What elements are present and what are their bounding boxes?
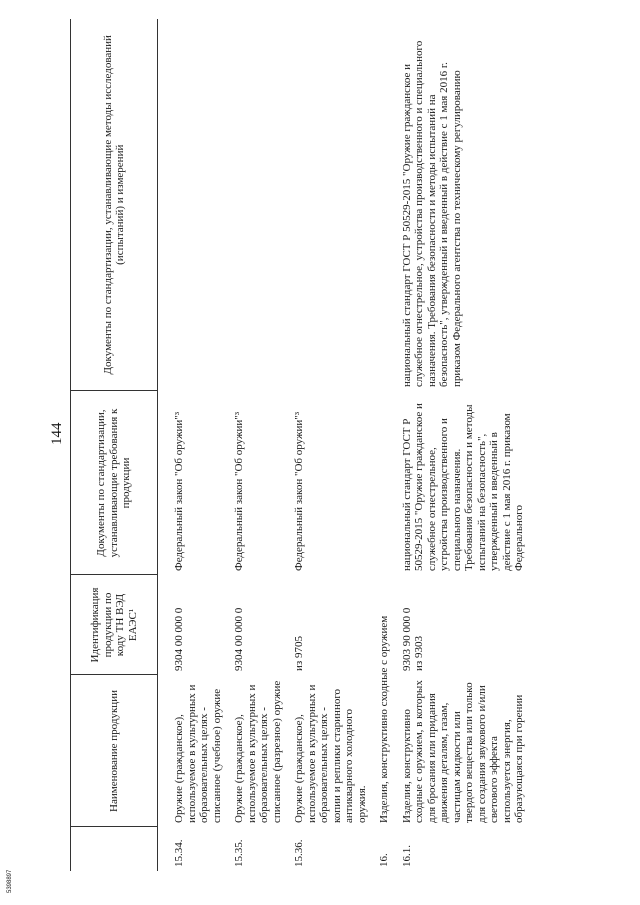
product-standards-table	[70, 19, 532, 871]
row-number: 16.1.	[400, 845, 413, 867]
code-cell: 9304 00 000 0	[173, 607, 185, 671]
method-cell	[289, 19, 374, 391]
method-cell	[229, 19, 289, 391]
page-number: 144	[49, 422, 65, 445]
table-header-row	[71, 19, 158, 871]
row-number: 15.35.	[233, 839, 245, 867]
row-number: 15.36.	[293, 839, 305, 867]
table-row	[289, 19, 374, 871]
section-row	[374, 19, 397, 871]
document-footer-code: 5398897	[7, 869, 13, 893]
product-name-cell: Оружие (гражданское), используемое в культурных и образовательных целях - списанное (разрезное) оружие	[233, 680, 283, 823]
header-tn-ved-code: Идентификация продукции по коду ТН ВЭД ЕАЭС¹	[71, 575, 158, 675]
header-method-docs: Документы по стандартизации, устанавливающие методы исследований (испытаний) и измерений	[71, 19, 158, 391]
table-row	[229, 19, 289, 871]
requirement-cell: Федеральный закон "Об оружии"³	[173, 411, 185, 571]
product-name-cell: Изделия, конструктивно сходные с оружием, в которых для бросания или придания движения деталям, газам, частицам жидкости или твердого вещества или только для создания звукового и/или светового эффекта используется энергия, образующаяся при горении	[400, 680, 525, 823]
header-number	[71, 827, 158, 871]
requirement-cell: Федеральный закон "Об оружии"³	[293, 411, 305, 571]
requirement-cell: Федеральный закон "Об оружии"³	[233, 411, 245, 571]
requirement-cell: национальный стандарт ГОСТ Р 50529-2015 "Оружие гражданское и служебное огнестрельное, устройства производственного и специального назначения. Требования безопасности и методы испытаний на безопасность", утвержденный и введенный в действие с 1 мая 2016 г. приказом Федерального	[400, 403, 525, 571]
method-cell: национальный стандарт ГОСТ Р 50529-2015 "Оружие гражданское и служебное огнестрельное, устройства производственного и специального назначения. Требования безопасности и методы испытаний на безопасность", утвержденный и введенный в действие с 1 мая 2016 г. приказом Федерального агентства по техническому регулированию	[400, 40, 463, 387]
code-cell: 9304 00 000 0	[233, 607, 245, 671]
header-requirement-docs: Документы по стандартизации, устанавливающие требования к продукции	[71, 391, 158, 575]
code-cell: 9303 90 000 0 из 9303	[400, 607, 425, 671]
section-title: Изделия, конструктивно сходные с оружием	[378, 615, 390, 823]
document-table-container	[70, 19, 615, 871]
product-name-cell: Оружие (гражданское), используемое в культурных и образовательных целях - копии и реплики старинного антикварного холодного оружия.	[293, 684, 368, 823]
code-cell: из 9705	[293, 636, 305, 671]
section-number: 16.	[378, 853, 390, 867]
table-row	[397, 19, 532, 871]
row-number: 15.34.	[173, 839, 185, 867]
method-cell	[169, 19, 229, 391]
product-name-cell: Оружие (гражданское), используемое в культурных и образовательных целях - списанное (учебное) оружие	[173, 684, 223, 823]
header-product-name: Наименование продукции	[71, 675, 158, 827]
table-row	[169, 19, 229, 871]
